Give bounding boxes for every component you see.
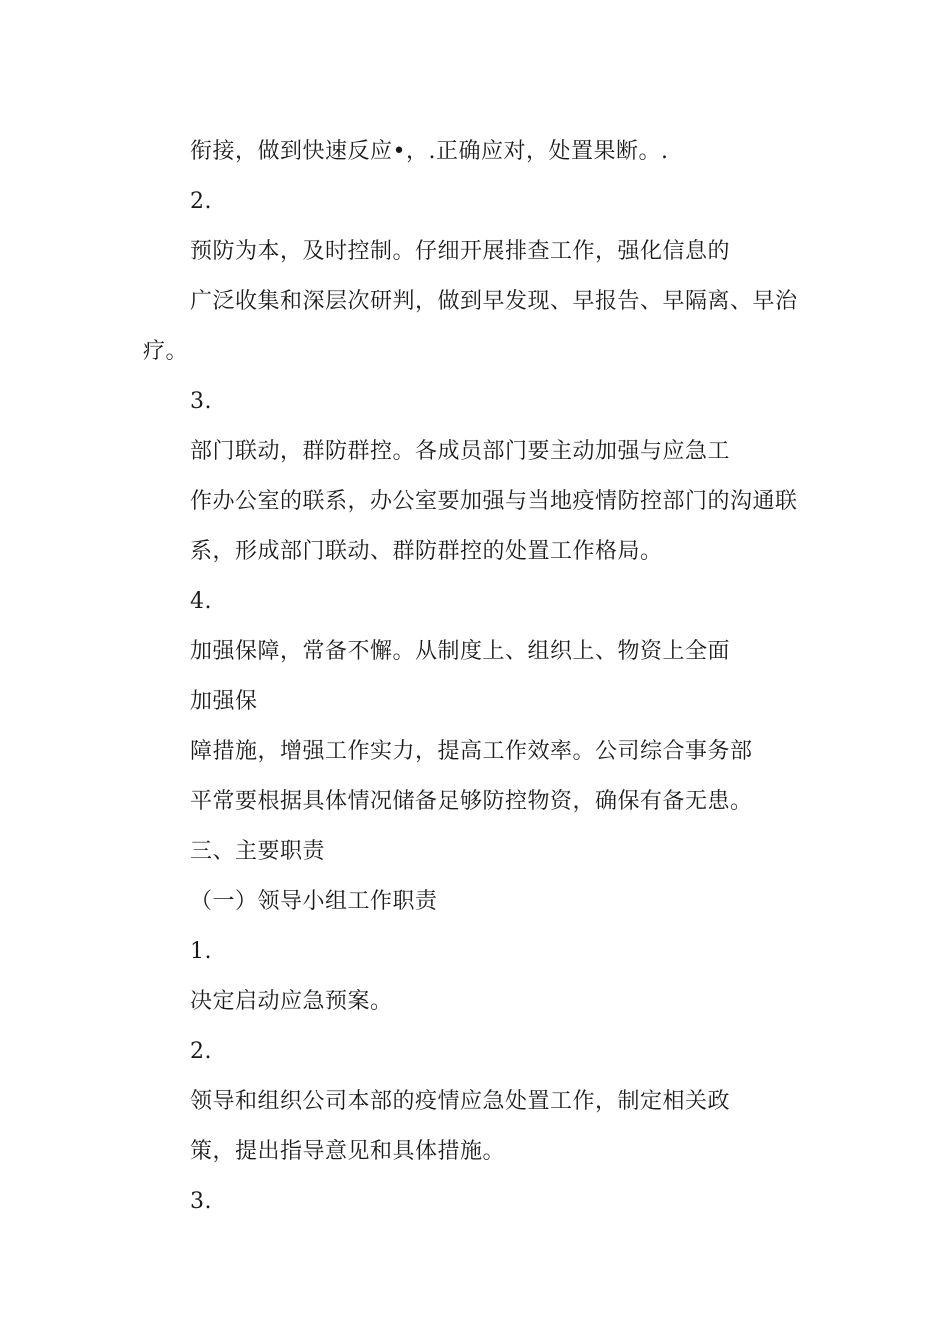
list-number: 2. bbox=[190, 1039, 212, 1064]
text-line: 决定启动应急预案。 bbox=[190, 989, 393, 1014]
list-number: 3. bbox=[190, 1189, 212, 1214]
subsection-heading: （一）领导小组工作职责 bbox=[190, 889, 438, 914]
list-number: 1. bbox=[190, 939, 212, 964]
list-number: 2. bbox=[190, 189, 212, 214]
text-line: 加强保 bbox=[190, 689, 258, 714]
text-line: 系，形成部门联动、群防群控的处置工作格局。 bbox=[190, 539, 663, 564]
section-heading: 三、主要职责 bbox=[190, 839, 326, 864]
text-line: 广泛收集和深层次研判，做到早发现、早报告、早隔离、早治 bbox=[190, 289, 798, 314]
list-number: 3. bbox=[190, 389, 212, 414]
text-line: 预防为本，及时控制。仔细开展排查工作，强化信息的 bbox=[190, 239, 731, 264]
list-number: 4. bbox=[190, 589, 212, 614]
text-line: 策，提出指导意见和具体措施。 bbox=[190, 1139, 506, 1164]
text-line: 部门联动，群防群控。各成员部门要主动加强与应急工 bbox=[190, 439, 731, 464]
text-line: 加强保障，常备不懈。从制度上、组织上、物资上全面 bbox=[190, 639, 731, 664]
text-line: 疗。 bbox=[143, 339, 189, 364]
text-line: 平常要根据具体情况储备足够防控物资，确保有备无患。 bbox=[190, 789, 753, 814]
text-line: 衔接，做到快速反应•，.正确应对，处置果断。. bbox=[190, 139, 669, 164]
text-line: 领导和组织公司本部的疫情应急处置工作，制定相关政 bbox=[190, 1089, 731, 1114]
text-line: 作办公室的联系，办公室要加强与当地疫情防控部门的沟通联 bbox=[190, 489, 798, 514]
text-line: 障措施，增强工作实力，提高工作效率。公司综合事务部 bbox=[190, 739, 753, 764]
